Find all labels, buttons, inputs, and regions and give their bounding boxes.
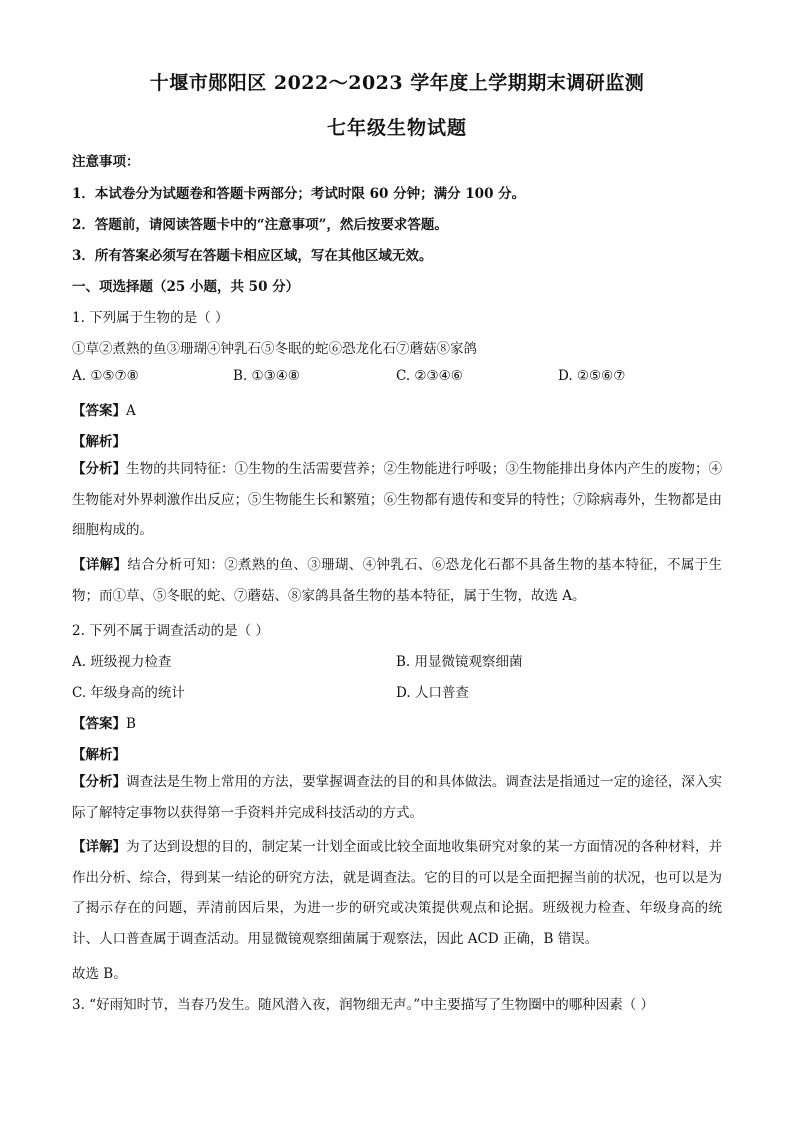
q1-option-c: C. ②③④⑥	[396, 368, 463, 384]
q1-stem: 1. 下列属于生物的是（ ）	[72, 310, 229, 326]
answer-tag: 【答案】	[72, 403, 126, 419]
q2-conclusion: 故选 B。	[72, 966, 127, 982]
fenxi-text: 调查法是生物上常用的方法，要掌握调查法的目的和具体做法。调查法是指通过一定的途径，深入实际了解特定事物以获得第一手资料并完成科技活动的方式。	[72, 774, 723, 821]
q2-analysis-tag: 【解析】	[72, 747, 126, 763]
q1-xiangjie	[72, 550, 722, 611]
q2-option-c: C. 年级身高的统计	[72, 685, 185, 701]
q2-stem: 2. 下列不属于调查活动的是（ ）	[72, 623, 269, 639]
answer-value: A	[126, 403, 136, 419]
q1-substem: ①草②煮熟的鱼③珊瑚④钟乳石⑤冬眠的蛇⑥恐龙化石⑦蘑菇⑧家鸽	[72, 341, 477, 357]
q2-fenxi	[72, 767, 722, 828]
section-title: 一、项选择题（25 小题，共 50 分）	[72, 279, 300, 295]
notice-item-2: 2．答题前，请阅读答题卡中的“注意事项”，然后按要求答题。	[72, 217, 448, 233]
q1-analysis-tag: 【解析】	[72, 434, 126, 450]
q1-option-a: A. ①⑤⑦⑧	[72, 368, 139, 384]
q3-stem: 3. “好雨知时节，当春乃发生。随风潜入夜，润物细无声。”中主要描写了生物圈中的哪种因素（ ）	[72, 997, 655, 1013]
notice-item-3: 3．所有答案必须写在答题卡相应区域，写在其他区域无效。	[72, 248, 433, 264]
fenxi-tag: 【分析】	[72, 461, 127, 477]
xiangjie-tag: 【详解】	[72, 557, 128, 573]
q2-option-b: B. 用显微镜观察细菌	[396, 654, 523, 670]
answer-tag: 【答案】	[72, 716, 126, 732]
q1-option-d: D. ②⑤⑥⑦	[558, 368, 626, 384]
q1-answer	[72, 399, 722, 419]
notice-heading: 注意事项：	[72, 154, 140, 170]
fenxi-text: 生物的共同特征：①生物的生活需要营养；②生物能进行呼吸；③生物能排出身体内产生的废物；④生物能对外界刺激作出反应；⑤生物能生长和繁殖；⑥生物都有遗传和变异的特性；⑦除病毒外，生物都是由细胞构成的。	[72, 461, 723, 538]
exam-title: 十堰市郧阳区 2022～2023 学年度上学期期末调研监测	[149, 72, 645, 94]
q1-option-b: B. ①③④⑧	[233, 368, 300, 384]
exam-subtitle: 七年级生物试题	[326, 117, 467, 139]
q2-answer	[72, 712, 722, 732]
notice-item-1: 1．本试卷分为试题卷和答题卡两部分；考试时限 60 分钟；满分 100 分。	[72, 186, 526, 202]
answer-value: B	[126, 716, 136, 732]
xiangjie-text: 为了达到设想的目的，制定某一计划全面或比较全面地收集研究对象的某一方面情况的各种材料，并作出分析、综合，得到某一结论的研究方法，就是调查法。它的目的可以是全面把握当前的状况，也可以是为了揭示存在的问题，弄清前因后果，为进一步的研究或决策提供观点和论据。班级视力检查、年级身高的统计、人口普查属于调查活动。用显微镜观察细菌属于观察法，因此 ACD 正确，B 错误。	[72, 839, 723, 947]
xiangjie-text: 结合分析可知：②煮熟的鱼、③珊瑚、④钟乳石、⑥恐龙化石都不具备生物的基本特征，不属于生物；而①草、⑤冬眠的蛇、⑦蘑菇、⑧家鸽具备生物的基本特征，属于生物，故选 A。	[72, 557, 723, 604]
q2-xiangjie	[72, 832, 722, 954]
q2-option-d: D. 人口普查	[396, 685, 469, 701]
fenxi-tag: 【分析】	[72, 774, 127, 790]
xiangjie-tag: 【详解】	[72, 839, 127, 855]
q1-fenxi	[72, 454, 722, 546]
q2-option-a: A. 班级视力检查	[72, 654, 172, 670]
